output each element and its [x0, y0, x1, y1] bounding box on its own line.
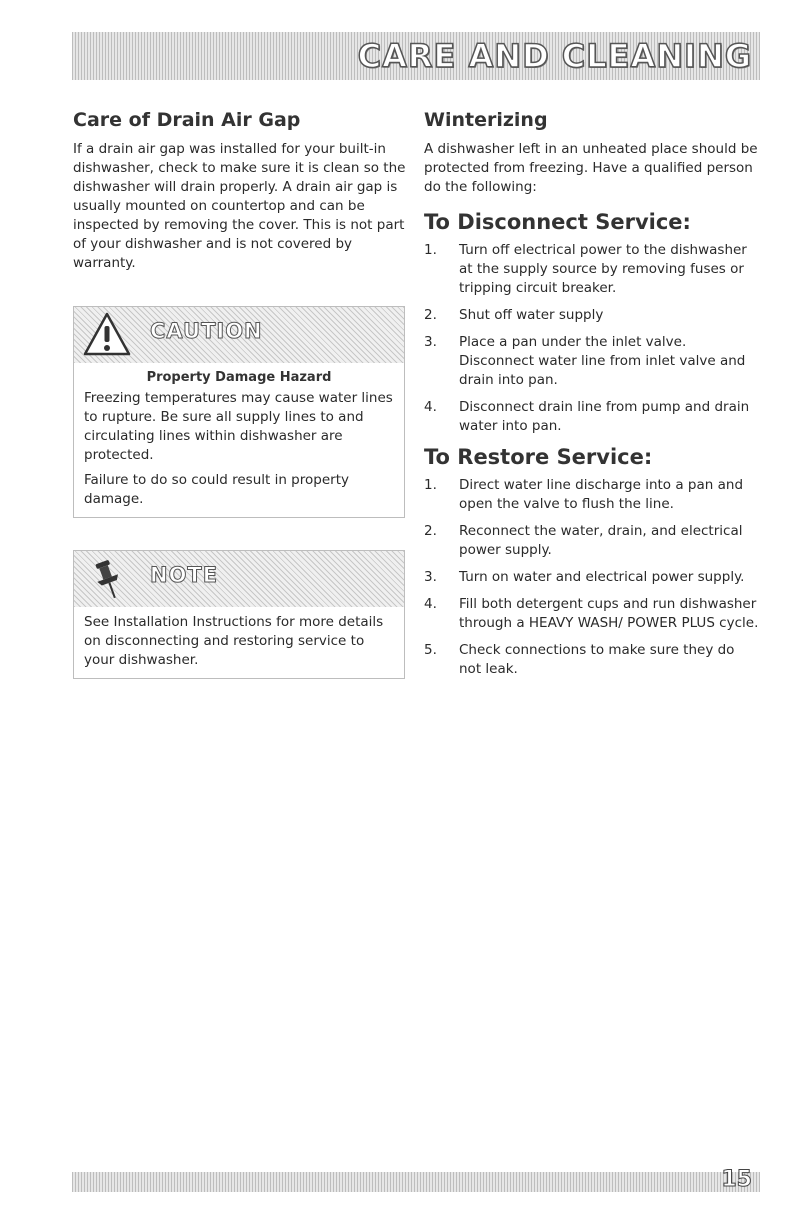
list-item: 3. Place a pan under the inlet valve. Disconnect water line from inlet valve and drain into pan. [424, 334, 746, 388]
pushpin-icon [88, 557, 128, 603]
list-item: 2. Shut off water supply [424, 307, 604, 323]
restore-steps [424, 476, 760, 679]
winterizing-intro: A dishwasher left in an unheated place should be protected from freezing. Have a qualified person do the following: [424, 141, 758, 195]
warning-triangle-icon [82, 311, 132, 357]
list-item: 1. Direct water line discharge into a pan and open the valve to flush the line. [424, 477, 744, 512]
disconnect-steps [424, 241, 760, 436]
air-gap-heading: Care of Drain Air Gap [73, 109, 301, 131]
caution-text-1: Freezing temperatures may cause water lines to rupture. Be sure all supply lines to and circulating lines within dishwasher are protected. [84, 390, 393, 463]
restore-heading: To Restore Service: [424, 445, 653, 469]
air-gap-body: If a drain air gap was installed for your built-in dishwasher, check to make sure it is clean so the dishwasher will drain properly. A drain air gap is usually mounted on countertop and can be inspected by removing the cover. This is not part of your dishwasher and is not covered by warranty. [73, 141, 406, 271]
left-column [73, 108, 406, 273]
list-item: 1. Turn off electrical power to the dishwasher at the supply source by removing fuses or tripping circuit breaker. [424, 242, 747, 296]
right-column [424, 108, 760, 687]
note-box [73, 550, 405, 679]
header-banner [72, 32, 760, 80]
list-item: 5. Check connections to make sure they do not leak. [424, 642, 735, 677]
caution-header [74, 307, 404, 363]
caution-text-2: Failure to do so could result in property damage. [84, 472, 349, 507]
note-label: NOTE [150, 563, 219, 587]
hazard-title: Property Damage Hazard [146, 370, 332, 385]
note-text: See Installation Instructions for more details on disconnecting and restoring service to your dishwasher. [84, 614, 384, 668]
disconnect-heading: To Disconnect Service: [424, 210, 691, 234]
list-item: 3. Turn on water and electrical power supply. [424, 569, 745, 585]
list-item: 4. Fill both detergent cups and run dishwasher through a HEAVY WASH/ POWER PLUS cycle. [424, 596, 759, 631]
caution-box [73, 306, 405, 518]
note-header [74, 551, 404, 607]
winterizing-heading: Winterizing [424, 109, 548, 131]
page-number: 15 [721, 1167, 752, 1192]
footer-bar [72, 1167, 760, 1192]
page-title: CARE AND CLEANING [357, 37, 752, 75]
list-item: 2. Reconnect the water, drain, and electrical power supply. [424, 523, 743, 558]
list-item: 4. Disconnect drain line from pump and drain water into pan. [424, 399, 750, 434]
caution-label: CAUTION [150, 319, 263, 343]
